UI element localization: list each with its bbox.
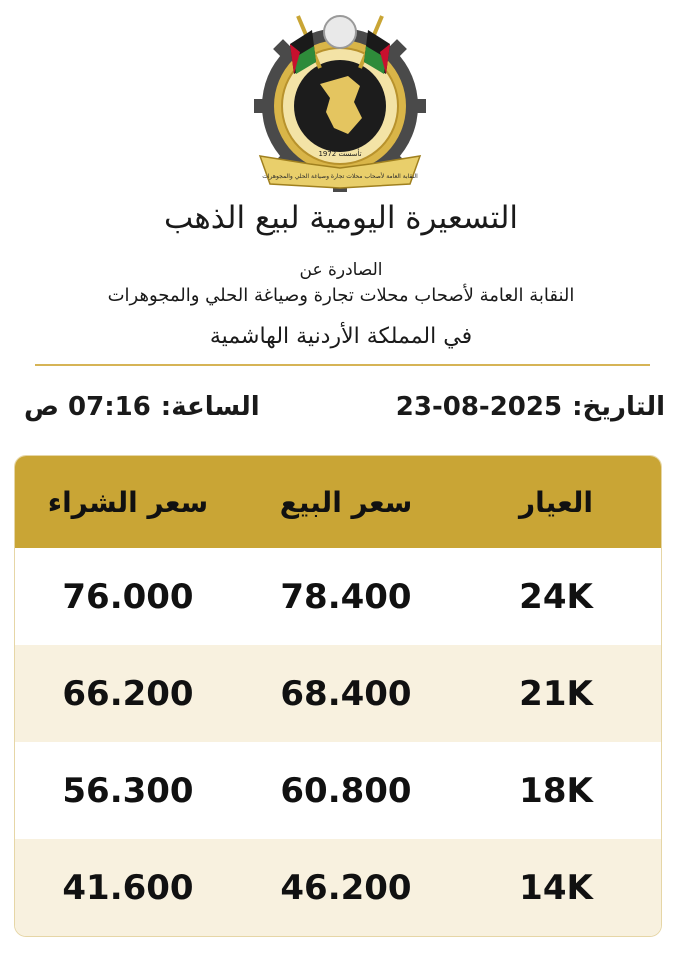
karat-cell: 24K [519,576,593,617]
price-table [14,455,662,937]
date-value: 23-08-2025 [395,392,563,422]
sell-price-cell: 60.800 [280,770,412,811]
sell-price-cell: 68.400 [280,673,412,714]
karat-cell: 21K [519,673,593,714]
time-label: الساعة: [160,392,260,422]
header-karat: العيار [519,485,593,519]
issued-by-label: الصادرة عن [299,260,383,280]
diamond-icon [324,16,356,48]
kingdom-name: في المملكة الأردنية الهاشمية [209,324,473,349]
header-divider [35,364,650,366]
date-label: التاريخ: [572,392,665,422]
logo-banner-text: النقابة العامة لأصحاب محلات تجارة وصياغة الحلي والمجوهرات [262,173,418,180]
logo-year-text: تأسست 1972 [318,150,362,158]
date-block [396,392,665,422]
buy-price-cell: 66.200 [62,673,194,714]
karat-cell: 18K [519,770,593,811]
karat-cell: 14K [519,867,593,908]
date-time-row [20,392,665,432]
table-row [15,645,661,742]
sell-price-cell: 46.200 [280,867,412,908]
sell-price-cell: 78.400 [280,576,412,617]
table-row [15,839,661,936]
syndicate-logo [250,6,430,196]
buy-price-cell: 41.600 [62,867,194,908]
table-row [15,548,661,645]
page-title: التسعيرة اليومية لبيع الذهب [163,200,519,236]
header-buy-price: سعر الشراء [47,485,209,519]
time-value: 07:16 ص [24,392,151,422]
buy-price-cell: 56.300 [62,770,194,811]
buy-price-cell: 76.000 [62,576,194,617]
table-header [15,456,661,548]
table-row [15,742,661,839]
syndicate-name: النقابة العامة لأصحاب محلات تجارة وصياغة الحلي والمجوهرات [107,285,575,306]
header-sell-price: سعر البيع [279,485,413,519]
time-block [24,392,260,422]
